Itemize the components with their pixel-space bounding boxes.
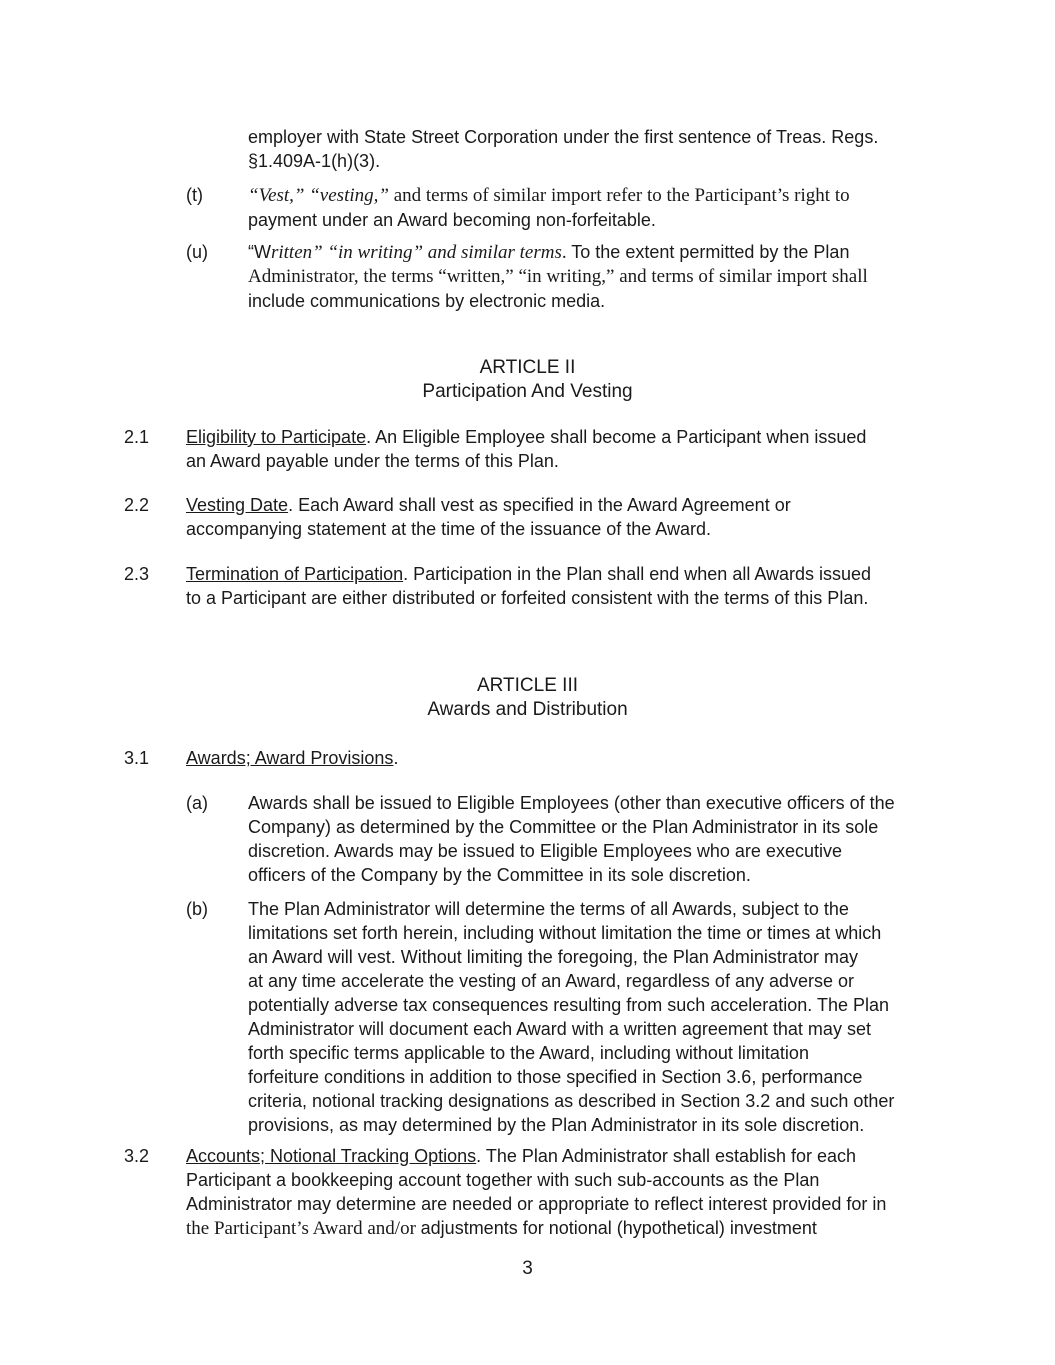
section-3-1-a-line: discretion. Awards may be issued to Eligible Employees who are executive [248,841,842,861]
section-3-2-title: Accounts; Notional Tracking Options [186,1146,477,1166]
section-3-2 [186,1144,976,1241]
section-3-1-b-line: limitations set forth herein, including without limitation the time or times at which [248,923,882,943]
section-3-2-line-4-serif: the Participant’s Award and/or [186,1218,421,1239]
definition-t [248,183,968,232]
section-3-1-b-line: provisions, as may determined by the Plan Administrator in its sole discretion. [248,1115,865,1135]
section-2-1-number: 2.1 [124,427,150,447]
section-2-1-text: . An Eligible Employee shall become a Participant when issued [366,427,867,447]
section-3-1-a-marker: (a) [186,793,208,813]
section-3-1-b-line: forth specific terms applicable to the Award, including without limitation [248,1043,809,1063]
section-2-3-text: . Participation in the Plan shall end when all Awards issued [403,564,872,584]
page-number: 3 [522,1258,533,1279]
section-2-1-line-2: an Award payable under the terms of this Plan. [186,451,559,471]
section-2-3-title: Termination of Participation [186,564,404,584]
definition-u-text: To the extent permitted by the Plan [566,242,850,262]
section-3-1-b-line: Administrator will document each Award with a written agreement that may set [248,1019,871,1039]
section-3-1 [186,746,966,770]
continuation-paragraph [248,125,948,173]
definition-t-line-2: payment under an Award becoming non-forfeitable. [248,210,656,230]
section-3-2-line-3: Administrator may determine are needed or appropriate to reflect interest provided for in [186,1194,887,1214]
definition-u-line-2: Administrator, the terms “written,” “in writing,” and terms of similar import shall [248,266,868,287]
section-2-2 [186,493,966,541]
definition-u-period: . [561,242,567,263]
article-2-subheading: Participation And Vesting [422,381,633,402]
continuation-line-1: employer with State Street Corporation under the first sentence of Treas. Regs. [248,127,879,147]
section-3-1-a-line: officers of the Company by the Committee in its sole discretion. [248,865,751,885]
section-2-2-text: . Each Award shall vest as specified in the Award Agreement or [288,495,791,515]
definition-t-term: “Vest,” “vesting,” [248,185,389,206]
section-2-2-title: Vesting Date [186,495,289,515]
section-3-1-a [248,791,968,887]
section-3-1-b-line: forfeiture conditions in addition to those specified in Section 3.6, performance [248,1067,863,1087]
section-3-2-text: . The Plan Administrator shall establish for each [476,1146,857,1166]
section-2-1 [186,425,966,473]
section-3-2-number: 3.2 [124,1146,150,1166]
definition-t-text: and terms of similar import refer to the Participant’s right to [388,185,850,206]
section-3-1-a-line: Awards shall be issued to Eligible Employees (other than executive officers of the [248,793,895,813]
section-3-1-b [248,897,968,1137]
section-3-1-b-line: The Plan Administrator will determine the terms of all Awards, subject to the [248,899,849,919]
section-3-1-text: . [393,748,399,768]
section-2-3-number: 2.3 [124,564,150,584]
section-3-1-number: 3.1 [124,748,150,768]
section-2-2-line-2: accompanying statement at the time of the issuance of the Award. [186,519,711,539]
section-3-1-b-marker: (b) [186,899,208,919]
section-3-1-b-line: at any time accelerate the vesting of an Award, regardless of any adverse or [248,971,855,991]
section-2-3-line-2: to a Participant are either distributed or forfeited consistent with the terms of this Plan. [186,588,869,608]
definition-t-marker: (t) [186,185,203,205]
continuation-line-2: §1.409A-1(h)(3). [248,151,381,171]
section-3-1-b-line: potentially adverse tax consequences resulting from such acceleration. The Plan [248,995,890,1015]
article-2-heading: ARTICLE II [479,357,576,378]
section-3-1-b-line: criteria, notional tracking designations as described in Section 3.2 and such other [248,1091,895,1111]
definition-u-line-3: include communications by electronic media. [248,291,606,311]
article-3-subheading: Awards and Distribution [427,699,628,720]
section-3-1-title: Awards; Award Provisions [186,748,394,768]
definition-u-term: ritten” “in writing” and similar terms [270,242,562,263]
section-3-2-line-4: adjustments for notional (hypothetical) investment [420,1218,817,1238]
article-3-heading: ARTICLE III [476,675,578,696]
section-2-1-title: Eligibility to Participate [186,427,367,447]
section-3-2-line-2: Participant a bookkeeping account together with such sub-accounts as the Plan [186,1170,820,1190]
section-2-3 [186,562,966,610]
section-3-1-a-line: Company) as determined by the Committee or the Plan Administrator in its sole [248,817,879,837]
definition-u-marker: (u) [186,242,208,262]
section-2-2-number: 2.2 [124,495,150,515]
definition-u-quote: “W [248,242,271,262]
definition-u [248,240,968,313]
section-3-1-b-line: an Award will vest. Without limiting the foregoing, the Plan Administrator may [248,947,858,967]
